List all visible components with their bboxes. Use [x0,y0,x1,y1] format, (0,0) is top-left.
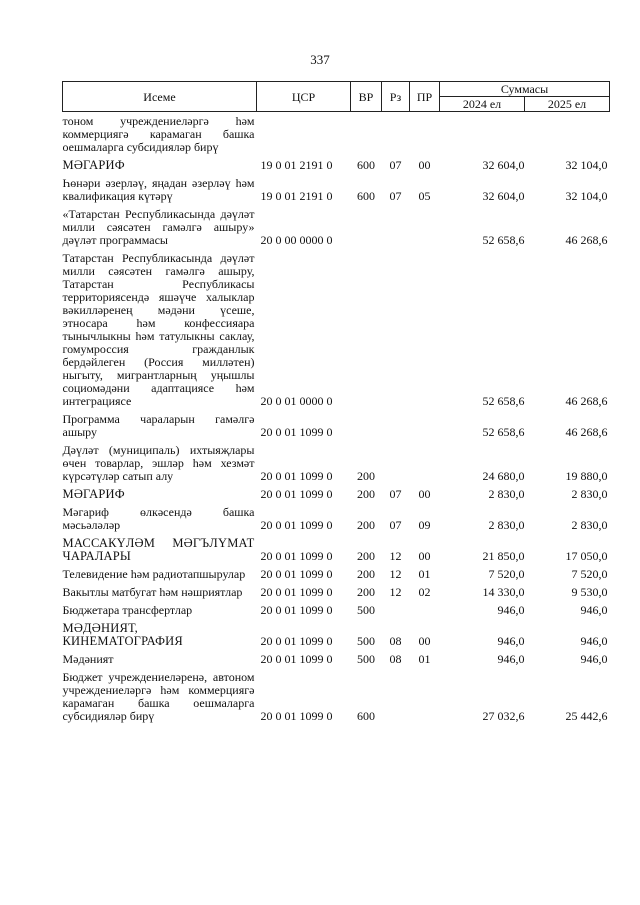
row-pr [410,112,440,157]
row-name: Дәүләт (муниципаль) ихтыяҗлары өчен товарлар, эшләр һәм хезмәт күрсәтүләр сатып алу [62,443,255,483]
row-csr: 20 0 01 1099 0 [260,603,333,617]
row-pr: 05 [418,189,431,203]
row-sum-2024: 946,0 [497,603,525,617]
row-pr: 01 [418,567,431,581]
row-sum-2025: 2 830,0 [571,518,608,532]
row-name: МАССАКҮЛӘМ МӘГЪЛҮМАТ ЧАРАЛАРЫ [62,536,255,563]
table-row [63,565,610,583]
table-row [63,503,610,534]
row-vr: 200 [357,518,375,532]
row-pr: 01 [418,652,431,666]
row-sum-2025: 32 104,0 [565,158,608,172]
row-name: МӘГАРИФ [62,158,125,172]
row-csr: 20 0 01 1099 0 [260,425,333,439]
row-pr [410,601,440,619]
header-year-2024: 2024 ел [440,97,525,112]
row-sum-2025: 17 050,0 [565,549,608,563]
row-rz [382,112,410,157]
row-rz [382,601,410,619]
row-csr: 20 0 01 1099 0 [260,709,333,723]
row-sum-2024: 52 658,6 [482,233,525,247]
row-csr: 20 0 01 1099 0 [260,634,333,648]
table-row [63,668,610,725]
page-number: 337 [310,52,330,67]
row-sum-2024: 2 830,0 [488,487,525,501]
row-sum-2025: 46 268,6 [565,233,608,247]
row-csr: 20 0 01 1099 0 [260,652,333,666]
row-sum-2025 [525,112,610,157]
row-name: Программа чараларын гамәлгә ашыру [62,412,255,439]
table-row [63,205,610,249]
row-csr: 20 0 01 1099 0 [260,487,333,501]
row-sum-2024: 52 658,6 [482,394,525,408]
row-pr [410,249,440,410]
row-rz: 08 [389,634,402,648]
row-sum-2025: 946,0 [580,634,608,648]
row-pr: 00 [418,158,431,172]
row-csr: 20 0 01 1099 0 [260,585,333,599]
row-sum-2025: 9 530,0 [571,585,608,599]
row-csr: 20 0 01 1099 0 [260,518,333,532]
row-sum-2024: 946,0 [497,652,525,666]
table-header [63,82,610,112]
row-csr: 20 0 01 1099 0 [260,549,333,563]
row-name: Вакытлы матбугат һәм нәшриятлар [62,585,243,599]
row-name: «Татарстан Республикасында дәүләт милли сәясәтен гамәлгә ашыру» дәүләт программасы [62,207,255,247]
row-rz: 12 [389,567,402,581]
row-sum-2024: 7 520,0 [488,567,525,581]
table-row [63,601,610,619]
row-name: Бюджет учреждениеләренә, автоном учреждениеләргә һәм коммерциягә карамаган башка оешмаларга субсидияләр бирү [62,670,255,723]
row-sum-2025: 25 442,6 [565,709,608,723]
row-sum-2025: 946,0 [580,652,608,666]
header-sums: Суммасы [440,82,610,97]
row-pr: 09 [418,518,431,532]
header-rz: Рз [382,82,410,112]
table-row [63,650,610,668]
table-row [63,583,610,601]
row-pr [410,205,440,249]
row-vr: 200 [357,469,375,483]
row-vr: 500 [357,652,375,666]
row-vr [351,205,382,249]
row-vr: 200 [357,549,375,563]
table-row [63,156,610,174]
row-name: Телевидение һәм радиотапшырулар [62,567,246,581]
row-name: тоном учреждениеләргә һәм коммерциягә карамаган башка оешмаларга субсидияләр бирү [62,114,255,154]
table-row [63,174,610,205]
row-sum-2024: 2 830,0 [488,518,525,532]
row-vr: 200 [357,567,375,581]
row-rz [382,668,410,725]
row-rz: 07 [389,487,402,501]
row-vr [351,112,382,157]
header-year-2025: 2025 ел [525,97,610,112]
row-csr: 20 0 01 1099 0 [260,469,333,483]
row-rz: 07 [389,189,402,203]
row-rz: 12 [389,585,402,599]
row-sum-2024 [440,112,525,157]
row-rz [382,249,410,410]
row-vr: 200 [357,585,375,599]
row-sum-2025: 46 268,6 [565,394,608,408]
row-sum-2024: 52 658,6 [482,425,525,439]
row-rz: 12 [389,549,402,563]
row-sum-2025: 19 880,0 [565,469,608,483]
table-body [63,112,610,726]
row-name: Бюджетара трансфертлар [62,603,193,617]
row-name: Мәгариф өлкәсендә башка мәсьәләләр [62,505,255,532]
row-name: МӘГАРИФ [62,487,125,501]
row-name: МӘДӘНИЯТ, КИНЕМАТОГРАФИЯ [62,621,183,648]
row-rz: 08 [389,652,402,666]
table-row [63,249,610,410]
table-row [63,441,610,485]
row-rz [382,441,410,485]
row-vr: 500 [357,634,375,648]
header-vr: ВР [351,82,382,112]
row-pr: 00 [418,549,431,563]
budget-table [62,81,610,725]
header-name: Исеме [63,82,257,112]
row-csr [257,112,351,157]
row-sum-2024: 21 850,0 [482,549,525,563]
table-row [63,112,610,157]
row-rz [382,410,410,441]
row-sum-2024: 32 604,0 [482,158,525,172]
row-name: Татарстан Республикасында дәүләт милли сәясәтен гамәлгә ашыру, Татарстан Республикасы территориясендә яшәүче халыклар вәкилләренең мәдәни үсеше, этносара һәм конфессияара тынычлыкны һәм татулыкны саклау, гомумроссия гражданлык бердәйлеген (Россия милләтен) ныгыту, мигрантларның уңышлы социомәдәни адаптациясе һәм интеграциясе [62,251,255,408]
row-pr [410,668,440,725]
row-csr: 19 0 01 2191 0 [260,158,333,172]
row-pr: 00 [418,634,431,648]
row-pr: 02 [418,585,431,599]
row-vr: 600 [357,189,375,203]
table-row [63,619,610,650]
row-vr: 500 [357,603,375,617]
row-csr: 20 0 01 0000 0 [260,394,333,408]
table-row [63,410,610,441]
row-sum-2024: 14 330,0 [482,585,525,599]
row-vr [351,249,382,410]
row-pr: 00 [418,487,431,501]
row-sum-2025: 32 104,0 [565,189,608,203]
row-rz: 07 [389,518,402,532]
row-sum-2024: 24 680,0 [482,469,525,483]
row-sum-2025: 7 520,0 [571,567,608,581]
row-vr: 600 [357,709,375,723]
row-sum-2024: 946,0 [497,634,525,648]
row-sum-2025: 2 830,0 [571,487,608,501]
row-csr: 19 0 01 2191 0 [260,189,333,203]
row-pr [410,410,440,441]
row-vr [351,410,382,441]
header-csr: ЦСР [257,82,351,112]
header-pr: ПР [410,82,440,112]
row-name: Һөнәри әзерләү, яңадан әзерләү һәм квалификация күтәрү [62,176,255,203]
row-sum-2025: 946,0 [580,603,608,617]
row-sum-2024: 27 032,6 [482,709,525,723]
row-csr: 20 0 00 0000 0 [260,233,333,247]
row-rz [382,205,410,249]
row-csr: 20 0 01 1099 0 [260,567,333,581]
table-row [63,534,610,565]
row-vr: 600 [357,158,375,172]
row-sum-2025: 46 268,6 [565,425,608,439]
row-sum-2024: 32 604,0 [482,189,525,203]
row-pr [410,441,440,485]
row-vr: 200 [357,487,375,501]
row-name: Мәдәният [62,652,114,666]
row-rz: 07 [389,158,402,172]
table-row [63,485,610,503]
